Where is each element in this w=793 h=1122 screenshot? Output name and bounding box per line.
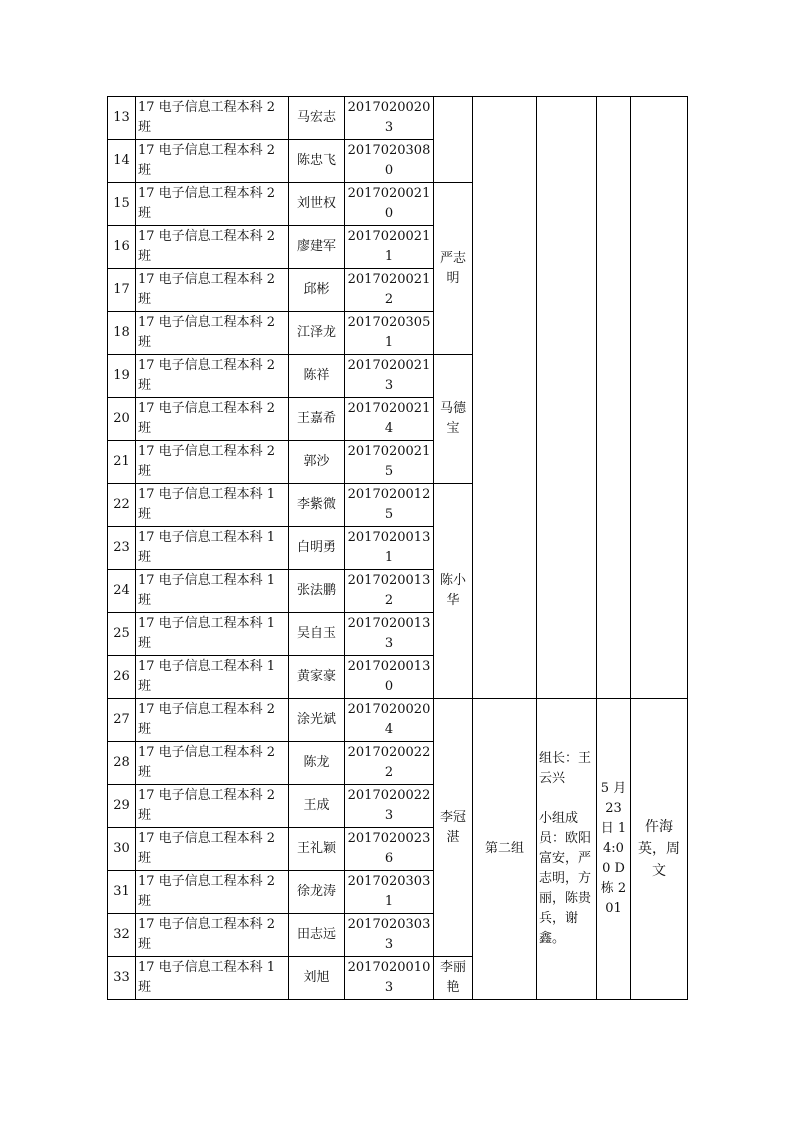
student-id: 20170200213 bbox=[345, 355, 434, 398]
class-name: 17 电子信息工程本科 2 班 bbox=[136, 699, 289, 742]
student-name: 陈忠飞 bbox=[289, 140, 345, 183]
teachers: 仵海英，周文 bbox=[631, 699, 688, 1000]
class-name: 17 电子信息工程本科 2 班 bbox=[136, 355, 289, 398]
teacher-cell-empty bbox=[631, 97, 688, 699]
student-name: 张法鹏 bbox=[289, 570, 345, 613]
table-row bbox=[108, 699, 688, 742]
student-id: 20170200203 bbox=[345, 97, 434, 140]
student-name: 刘世权 bbox=[289, 183, 345, 226]
class-name: 17 电子信息工程本科 2 班 bbox=[136, 914, 289, 957]
student-id: 20170203031 bbox=[345, 871, 434, 914]
student-name: 涂光斌 bbox=[289, 699, 345, 742]
class-name: 17 电子信息工程本科 2 班 bbox=[136, 226, 289, 269]
class-name: 17 电子信息工程本科 2 班 bbox=[136, 742, 289, 785]
class-name: 17 电子信息工程本科 2 班 bbox=[136, 269, 289, 312]
student-id: 20170200223 bbox=[345, 785, 434, 828]
row-number: 15 bbox=[108, 183, 136, 226]
student-name: 田志远 bbox=[289, 914, 345, 957]
student-id: 20170200204 bbox=[345, 699, 434, 742]
row-number: 26 bbox=[108, 656, 136, 699]
student-id: 20170200103 bbox=[345, 957, 434, 1000]
class-name: 17 电子信息工程本科 2 班 bbox=[136, 312, 289, 355]
class-name: 17 电子信息工程本科 2 班 bbox=[136, 441, 289, 484]
student-id: 20170200215 bbox=[345, 441, 434, 484]
group-member-list: 小组成员：欧阳富安，严志明，方丽，陈贵兵，谢鑫。 bbox=[539, 811, 592, 946]
group-leader: 组长：王云兴 bbox=[539, 751, 592, 786]
row-number: 14 bbox=[108, 140, 136, 183]
row-number: 21 bbox=[108, 441, 136, 484]
row-number: 20 bbox=[108, 398, 136, 441]
row-number: 30 bbox=[108, 828, 136, 871]
student-name: 黄家豪 bbox=[289, 656, 345, 699]
student-name: 刘旭 bbox=[289, 957, 345, 1000]
class-name: 17 电子信息工程本科 1 班 bbox=[136, 957, 289, 1000]
group-members bbox=[537, 699, 597, 1000]
class-name: 17 电子信息工程本科 2 班 bbox=[136, 871, 289, 914]
student-id: 20170200125 bbox=[345, 484, 434, 527]
class-name: 17 电子信息工程本科 2 班 bbox=[136, 828, 289, 871]
row-number: 32 bbox=[108, 914, 136, 957]
mentor-name: 马德宝 bbox=[434, 355, 473, 484]
student-id: 20170200210 bbox=[345, 183, 434, 226]
student-name: 王成 bbox=[289, 785, 345, 828]
mentor-name: 李冠湛 bbox=[434, 699, 473, 957]
student-name: 陈祥 bbox=[289, 355, 345, 398]
group-name: 第二组 bbox=[473, 699, 537, 1000]
class-name: 17 电子信息工程本科 2 班 bbox=[136, 97, 289, 140]
row-number: 22 bbox=[108, 484, 136, 527]
student-name: 江泽龙 bbox=[289, 312, 345, 355]
class-name: 17 电子信息工程本科 1 班 bbox=[136, 656, 289, 699]
row-number: 23 bbox=[108, 527, 136, 570]
student-name: 马宏志 bbox=[289, 97, 345, 140]
class-name: 17 电子信息工程本科 1 班 bbox=[136, 613, 289, 656]
student-id: 20170200130 bbox=[345, 656, 434, 699]
student-group-table bbox=[107, 96, 688, 1000]
student-id: 20170200211 bbox=[345, 226, 434, 269]
student-name: 邱彬 bbox=[289, 269, 345, 312]
row-number: 27 bbox=[108, 699, 136, 742]
student-id: 20170200131 bbox=[345, 527, 434, 570]
student-name: 廖建军 bbox=[289, 226, 345, 269]
class-name: 17 电子信息工程本科 2 班 bbox=[136, 183, 289, 226]
student-name: 徐龙涛 bbox=[289, 871, 345, 914]
class-name: 17 电子信息工程本科 1 班 bbox=[136, 484, 289, 527]
class-name: 17 电子信息工程本科 2 班 bbox=[136, 140, 289, 183]
defense-time-place: 5 月 23 日 14:00 D 栋 201 bbox=[597, 699, 631, 1000]
student-id: 20170203033 bbox=[345, 914, 434, 957]
mentor-name: 李丽艳 bbox=[434, 957, 473, 1000]
row-number: 17 bbox=[108, 269, 136, 312]
student-name: 吴自玉 bbox=[289, 613, 345, 656]
student-name: 白明勇 bbox=[289, 527, 345, 570]
row-number: 18 bbox=[108, 312, 136, 355]
group-cell-empty bbox=[473, 97, 537, 699]
student-name: 王礼颖 bbox=[289, 828, 345, 871]
row-number: 19 bbox=[108, 355, 136, 398]
student-id: 20170200236 bbox=[345, 828, 434, 871]
class-name: 17 电子信息工程本科 2 班 bbox=[136, 785, 289, 828]
row-number: 16 bbox=[108, 226, 136, 269]
time-cell-empty bbox=[597, 97, 631, 699]
student-name: 郭沙 bbox=[289, 441, 345, 484]
student-id: 20170200132 bbox=[345, 570, 434, 613]
row-number: 25 bbox=[108, 613, 136, 656]
row-number: 13 bbox=[108, 97, 136, 140]
row-number: 29 bbox=[108, 785, 136, 828]
table-row bbox=[108, 97, 688, 140]
student-id: 20170200212 bbox=[345, 269, 434, 312]
class-name: 17 电子信息工程本科 2 班 bbox=[136, 398, 289, 441]
row-number: 31 bbox=[108, 871, 136, 914]
student-name: 李紫微 bbox=[289, 484, 345, 527]
mentor-name: 严志明 bbox=[434, 183, 473, 355]
members-cell-empty bbox=[537, 97, 597, 699]
class-name: 17 电子信息工程本科 1 班 bbox=[136, 527, 289, 570]
row-number: 33 bbox=[108, 957, 136, 1000]
student-id: 20170200222 bbox=[345, 742, 434, 785]
student-id: 20170200133 bbox=[345, 613, 434, 656]
student-name: 陈龙 bbox=[289, 742, 345, 785]
class-name: 17 电子信息工程本科 1 班 bbox=[136, 570, 289, 613]
row-number: 24 bbox=[108, 570, 136, 613]
student-id: 20170203051 bbox=[345, 312, 434, 355]
mentor-cell-empty bbox=[434, 97, 473, 183]
student-name: 王嘉希 bbox=[289, 398, 345, 441]
student-id: 20170203080 bbox=[345, 140, 434, 183]
row-number: 28 bbox=[108, 742, 136, 785]
mentor-name: 陈小华 bbox=[434, 484, 473, 699]
student-id: 20170200214 bbox=[345, 398, 434, 441]
